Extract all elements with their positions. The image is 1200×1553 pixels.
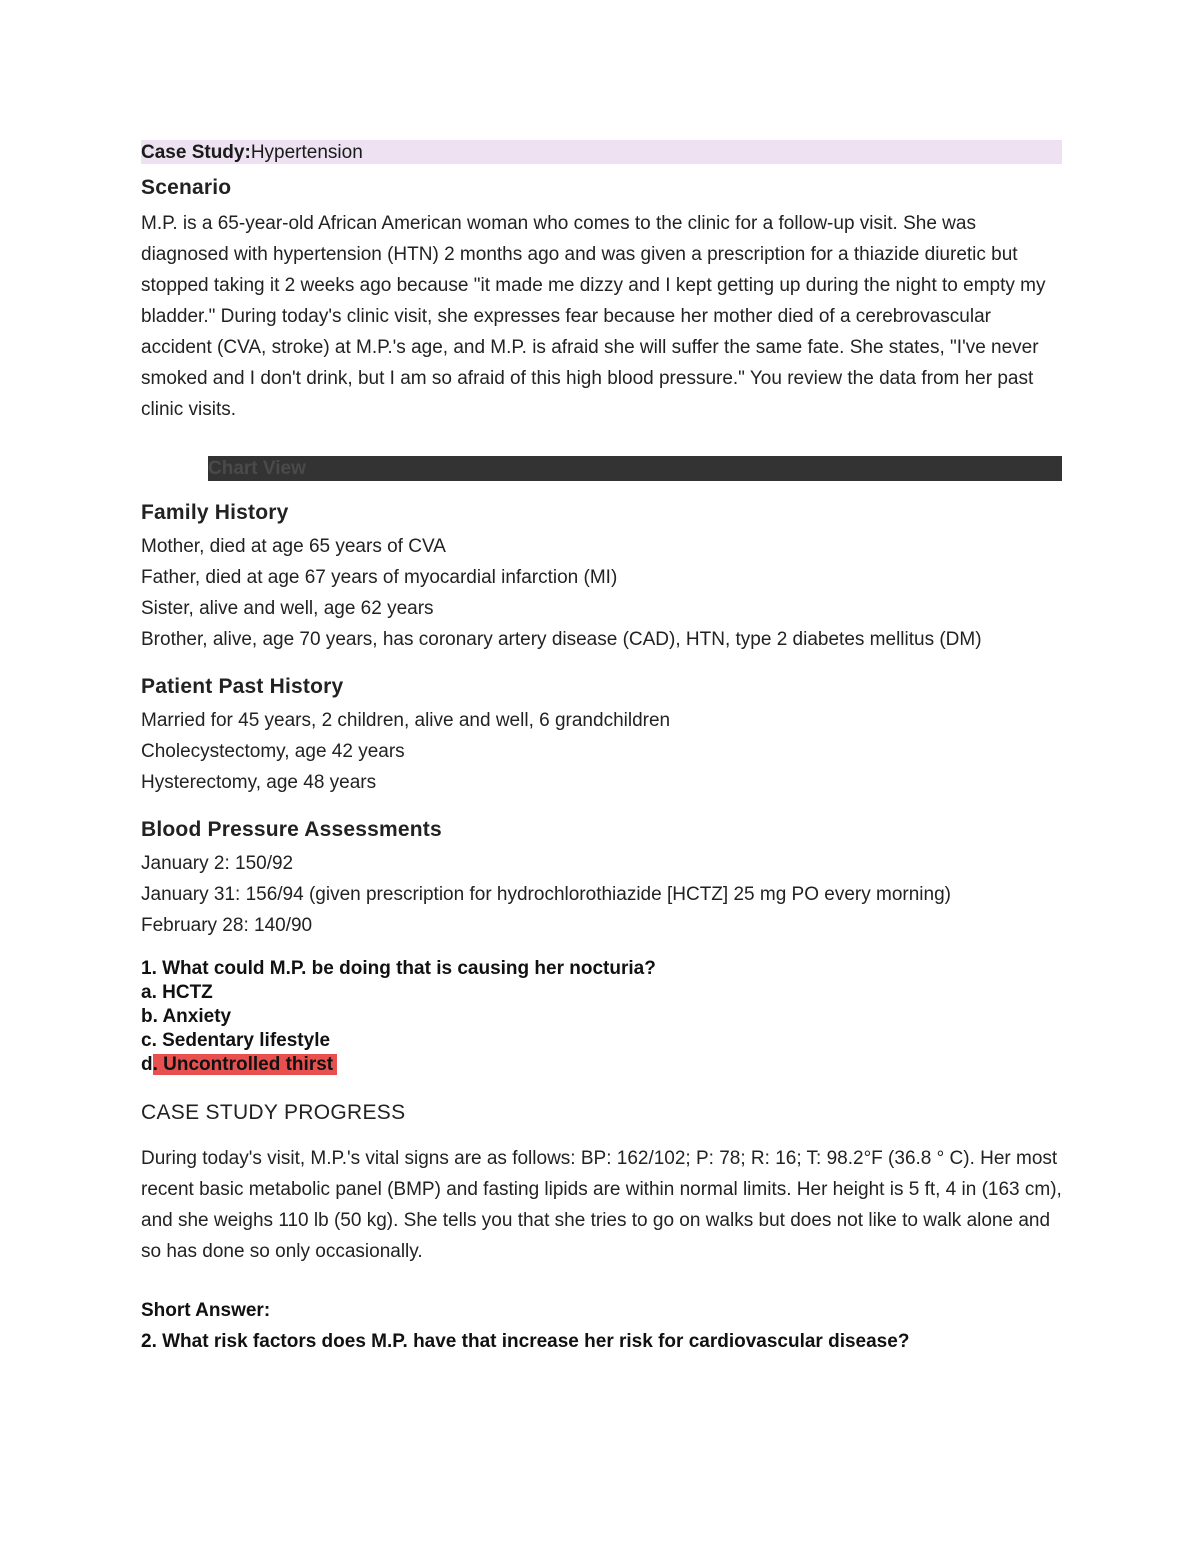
scenario-heading: Scenario xyxy=(141,176,232,199)
progress-text: During today's visit, M.P.'s vital signs are as follows: BP: 162/102; P: 78; R: 16; T: 98.2°F (36.8 ° C). Her most recent basic metabolic panel (BMP) and fasting lipids are within normal limits. Her height is 5 ft, 4 in (163 cm), and she weighs 110 lb (50 kg). She tells you that she tries to go on walks but does not like to walk alone and so has done so only occasionally. xyxy=(141,1148,1062,1262)
past-history-item: Cholecystectomy, age 42 years xyxy=(141,741,405,762)
past-history-item: Married for 45 years, 2 children, alive and well, 6 grandchildren xyxy=(141,710,671,731)
bp-assessments-heading: Blood Pressure Assessments xyxy=(141,818,442,841)
bp-assessment-item: January 31: 156/94 (given prescription for hydrochlorothiazide [HCTZ] 25 mg PO every morning) xyxy=(141,884,951,905)
family-history-heading: Family History xyxy=(141,501,289,524)
scenario-text: M.P. is a 65-year-old African American woman who comes to the clinic for a follow-up visit. She was diagnosed with hypertension (HTN) 2 months ago and was given a prescription for a thiazide diuretic but stopped taking it 2 weeks ago because "it made me dizzy and I kept getting up during the night to empty my bladder." During today's clinic visit, she expresses fear because her mother died of a cerebrovascular accident (CVA, stroke) at M.P.'s age, and M.P. is afraid she will suffer the same fate. She states, "I've never smoked and I don't drink, but I am so afraid of this high blood pressure." You review the data from her past clinic visits. xyxy=(141,213,1046,420)
chart-view-bar: Chart View xyxy=(208,456,1062,481)
case-study-label: Case Study: xyxy=(141,142,251,163)
question-1-block xyxy=(141,957,1062,1077)
past-history-heading: Patient Past History xyxy=(141,675,344,698)
family-history-list xyxy=(141,531,1062,655)
question-2-prompt: 2. What risk factors does M.P. have that increase her risk for cardiovascular disease? xyxy=(141,1331,910,1352)
family-history-item: Mother, died at age 65 years of CVA xyxy=(141,536,446,557)
bp-assessments-list xyxy=(141,848,1062,941)
case-study-title-bar xyxy=(141,140,1062,164)
family-history-item: Father, died at age 67 years of myocardial infarction (MI) xyxy=(141,567,618,588)
bp-assessment-item: February 28: 140/90 xyxy=(141,915,313,936)
bp-assessment-item: January 2: 150/92 xyxy=(141,853,294,874)
family-history-item: Brother, alive, age 70 years, has coronary artery disease (CAD), HTN, type 2 diabetes mellitus (DM) xyxy=(141,629,982,650)
question-1-prompt: 1. What could M.P. be doing that is causing her nocturia? xyxy=(141,958,656,979)
case-study-progress-heading: CASE STUDY PROGRESS xyxy=(141,1101,406,1124)
question-1-option-a: a. HCTZ xyxy=(141,982,213,1003)
document-page xyxy=(141,140,1062,1357)
option-d-highlight: . Uncontrolled thirst xyxy=(153,1054,338,1075)
question-1-option-c: c. Sedentary lifestyle xyxy=(141,1030,331,1051)
question-1-option-b: b. Anxiety xyxy=(141,1006,232,1027)
case-study-topic: Hypertension xyxy=(250,142,363,163)
short-answer-heading: Short Answer: xyxy=(141,1300,271,1321)
past-history-list xyxy=(141,705,1062,798)
family-history-item: Sister, alive and well, age 62 years xyxy=(141,598,434,619)
question-1-option-d xyxy=(141,1053,1062,1077)
past-history-item: Hysterectomy, age 48 years xyxy=(141,772,377,793)
option-d-letter: d xyxy=(141,1054,153,1075)
